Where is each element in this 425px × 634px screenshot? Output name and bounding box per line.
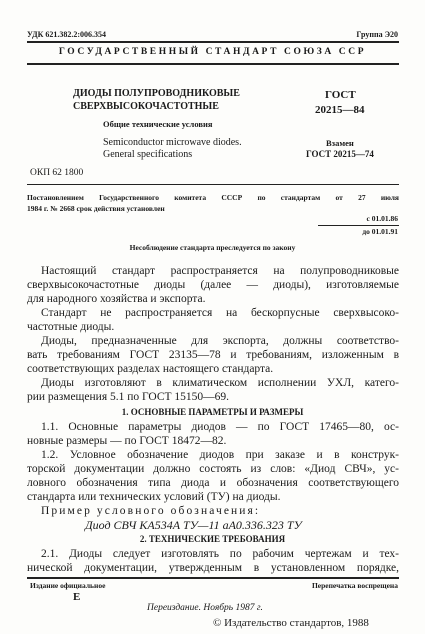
clause-1-1-l2: новные размеры — по ГОСТ 18472—82. [27, 435, 227, 447]
clause-2-1-l1: 2.1. Диоды следует изготовлять по рабочим чертежам и тех- [41, 548, 399, 560]
footer-rule [27, 577, 399, 579]
english-title-line1: Semiconductor microwave diodes. [103, 137, 242, 148]
example-label: Пример условного обозначения: [41, 505, 261, 517]
subtitle: Общие технические условия [103, 119, 213, 129]
copyright: © Издательство стандартов, 1988 [213, 617, 369, 629]
section2-heading: 2. ТЕХНИЧЕСКИЕ ТРЕБОВАНИЯ [139, 534, 286, 544]
paragraph-export-l3: соответствующих разделах настоящего стандарта. [27, 363, 274, 375]
effective-to: до 01.01.91 [362, 227, 398, 236]
decree-line2: 1984 г. № 2668 срок действия установлен [27, 204, 165, 213]
clause-1-2-l4: стандарта или технических условий (ТУ) на диоды. [27, 491, 281, 503]
title-rule [27, 184, 399, 185]
title-line2: СВЕРХВЫСОКОЧАСТОТНЫЕ [73, 101, 219, 112]
section1-heading: 1. ОСНОВНЫЕ ПАРАМЕТРЫ И РАЗМЕРЫ [121, 407, 304, 417]
paragraph-scope-l2: сверхвысокочастотные диоды (далее — диоды), изготовляемые [27, 279, 399, 291]
decree-line1: Постановлением Государственного комитета СССР по стандартам от 27 июля [27, 193, 399, 202]
title-line1: ДИОДЫ ПОЛУПРОВОДНИКОВЫЕ [73, 88, 240, 99]
gost-label: ГОСТ [325, 89, 356, 101]
udk-code: УДК 621.382.2:006.354 [27, 30, 107, 39]
english-title-line2: General specifications [103, 149, 193, 160]
example-designation: Диод СВЧ КА534А ТУ—11 аА0.336.323 ТУ [85, 518, 302, 532]
paragraph-exclusion-l2: частотные диоды. [27, 321, 115, 333]
paragraph-scope-l1: Настоящий стандарт распространяется на полупроводниковые [41, 265, 399, 277]
paragraph-export-l2: вать требованиям ГОСТ 23135—78 и требованиям, изложенным в [27, 349, 399, 361]
reprint-prohibited: Перепечатка воспрещена [311, 581, 398, 590]
effective-from: с 01.01.86 [366, 214, 398, 223]
paragraph-scope-l3: для народного хозяйства и экспорта. [27, 293, 206, 305]
law-warning: Несоблюдение стандарта преследуется по закону [129, 243, 296, 252]
clause-2-1-l2: нической документации, утвержденным в установленном порядке, [27, 562, 399, 574]
clause-1-2-l3: ловного обозначения типа диода и обозначения соответствующего [27, 477, 399, 489]
paragraph-exclusion-l1: Стандарт не распространяется на бескорпусные сверхвысоко- [41, 307, 399, 319]
clause-1-2-l2: торской документации должно состоять из слов: «Диод СВЧ», ус- [27, 463, 399, 475]
paragraph-climate-l2: рии размещения 5.1 по ГОСТ 15150—69. [27, 391, 230, 403]
okp-code: ОКП 62 1800 [30, 168, 84, 178]
gost-number: 20215—84 [315, 104, 365, 116]
official-edition: Издание официальное [30, 581, 106, 590]
paragraph-export-l1: Диоды, предназначенные для экспорта, должны соответство- [41, 335, 399, 347]
date-divider [318, 225, 399, 226]
paragraph-climate-l1: Диоды изготовляют в климатическом исполнении УХЛ, катего- [41, 377, 399, 389]
replaces-number: ГОСТ 20215—74 [306, 149, 374, 159]
header-rule-bottom [27, 63, 399, 65]
replaces-label: Взамен [326, 138, 354, 148]
clause-1-2-l1: 1.2. Условное обозначение диодов при заказе и в конструк- [41, 449, 399, 461]
group-code: Группа Э20 [356, 30, 398, 39]
edition-letter: E [73, 591, 81, 603]
header-rule-top [27, 41, 399, 43]
clause-1-1-l1: 1.1. Основные параметры диодов — по ГОСТ 17465—80, ос- [41, 421, 399, 433]
standard-title: ГОСУДАРСТВЕННЫЙ СТАНДАРТ СОЮЗА ССР [58, 47, 367, 57]
reissue-date: Переиздание. Ноябрь 1987 г. [147, 603, 263, 613]
